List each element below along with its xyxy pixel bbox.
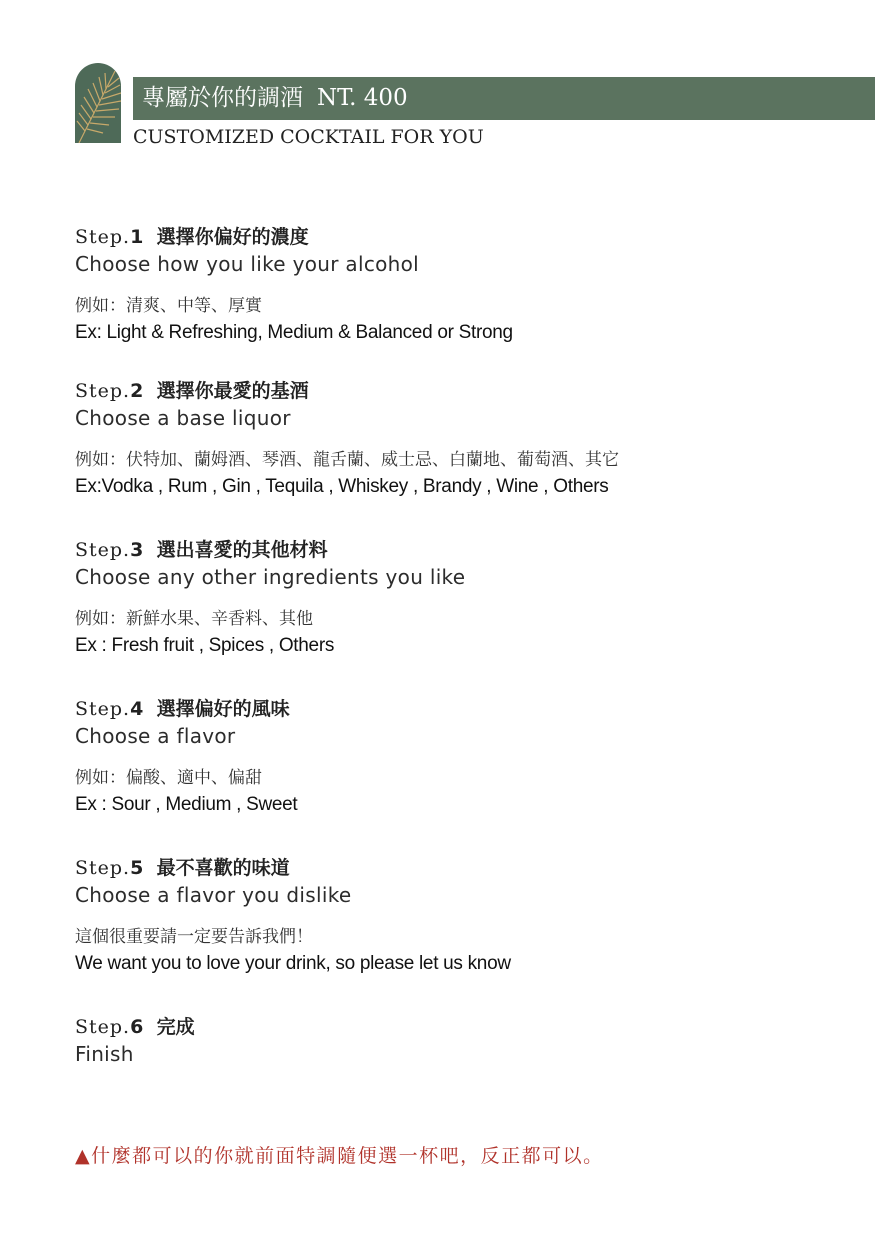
- step-title-zh: 選擇偏好的風味: [156, 698, 290, 720]
- footnote: ▲什麼都可以的你就前面特調隨便選一杯吧，反正都可以。: [75, 1145, 604, 1167]
- example-zh: 例如：伏特加、蘭姆酒、琴酒、龍舌蘭、威士忌、白蘭地、葡萄酒、其它: [75, 450, 619, 470]
- step-title-en: Choose a flavor: [75, 724, 236, 748]
- step-5: [75, 855, 835, 975]
- example-en: Ex: Light & Refreshing, Medium & Balanced or Strong: [75, 322, 513, 343]
- step-number: 3: [130, 539, 144, 561]
- step-number: 1: [130, 226, 144, 248]
- step-label: Step.: [75, 1016, 131, 1038]
- step-number: 6: [130, 1016, 144, 1038]
- menu-subtitle: CUSTOMIZED COCKTAIL FOR YOU: [133, 126, 484, 148]
- step-title-en: Choose how you like your alcohol: [75, 252, 420, 276]
- step-6: [75, 1014, 835, 1068]
- step-heading: [75, 224, 835, 250]
- step-label: Step.: [75, 539, 131, 561]
- step-1: [75, 224, 835, 344]
- step-title-zh: 選擇你偏好的濃度: [156, 226, 309, 248]
- step-label: Step.: [75, 698, 131, 720]
- example-en: Ex:Vodka , Rum , Gin , Tequila , Whiskey , Brandy , Wine , Others: [75, 476, 609, 497]
- step-number: 5: [130, 857, 144, 879]
- step-number: 4: [130, 698, 144, 720]
- step-label: Step.: [75, 380, 131, 402]
- step-title-en: Choose a base liquor: [75, 406, 291, 430]
- price: NT. 400: [317, 85, 408, 111]
- step-title-en: Choose a flavor you dislike: [75, 883, 352, 907]
- step-title-en: Finish: [75, 1042, 134, 1066]
- step-title-en: Choose any other ingredients you like: [75, 565, 466, 589]
- step-title-zh: 最不喜歡的味道: [156, 857, 290, 879]
- example-zh: 這個很重要請一定要告訴我們！: [75, 927, 313, 947]
- example-en: We want you to love your drink, so please let us know: [75, 953, 511, 974]
- step-title-zh: 選擇你最愛的基酒: [156, 380, 309, 402]
- step-title-zh: 選出喜愛的其他材料: [156, 539, 328, 561]
- example-zh: 例如：清爽、中等、厚實: [75, 296, 262, 316]
- step-heading: [75, 855, 835, 881]
- step-heading: [75, 378, 835, 404]
- step-heading: [75, 1014, 835, 1040]
- step-title-zh: 完成: [156, 1016, 195, 1038]
- example-zh: 例如：偏酸、適中、偏甜: [75, 768, 262, 788]
- example-en: Ex : Sour , Medium , Sweet: [75, 794, 298, 815]
- menu-title: 專屬於你的調酒: [142, 85, 303, 111]
- title-bar: [133, 77, 875, 120]
- example-zh: 例如：新鮮水果、辛香料、其他: [75, 609, 313, 629]
- example-en: Ex : Fresh fruit , Spices , Others: [75, 635, 335, 656]
- step-heading: [75, 696, 835, 722]
- step-4: [75, 696, 835, 816]
- palm-leaf-icon: [75, 63, 121, 143]
- step-heading: [75, 537, 835, 563]
- step-3: [75, 537, 835, 657]
- step-number: 2: [130, 380, 144, 402]
- step-2: [75, 378, 835, 498]
- step-label: Step.: [75, 857, 131, 879]
- palm-leaf-logo: [75, 63, 121, 143]
- step-label: Step.: [75, 226, 131, 248]
